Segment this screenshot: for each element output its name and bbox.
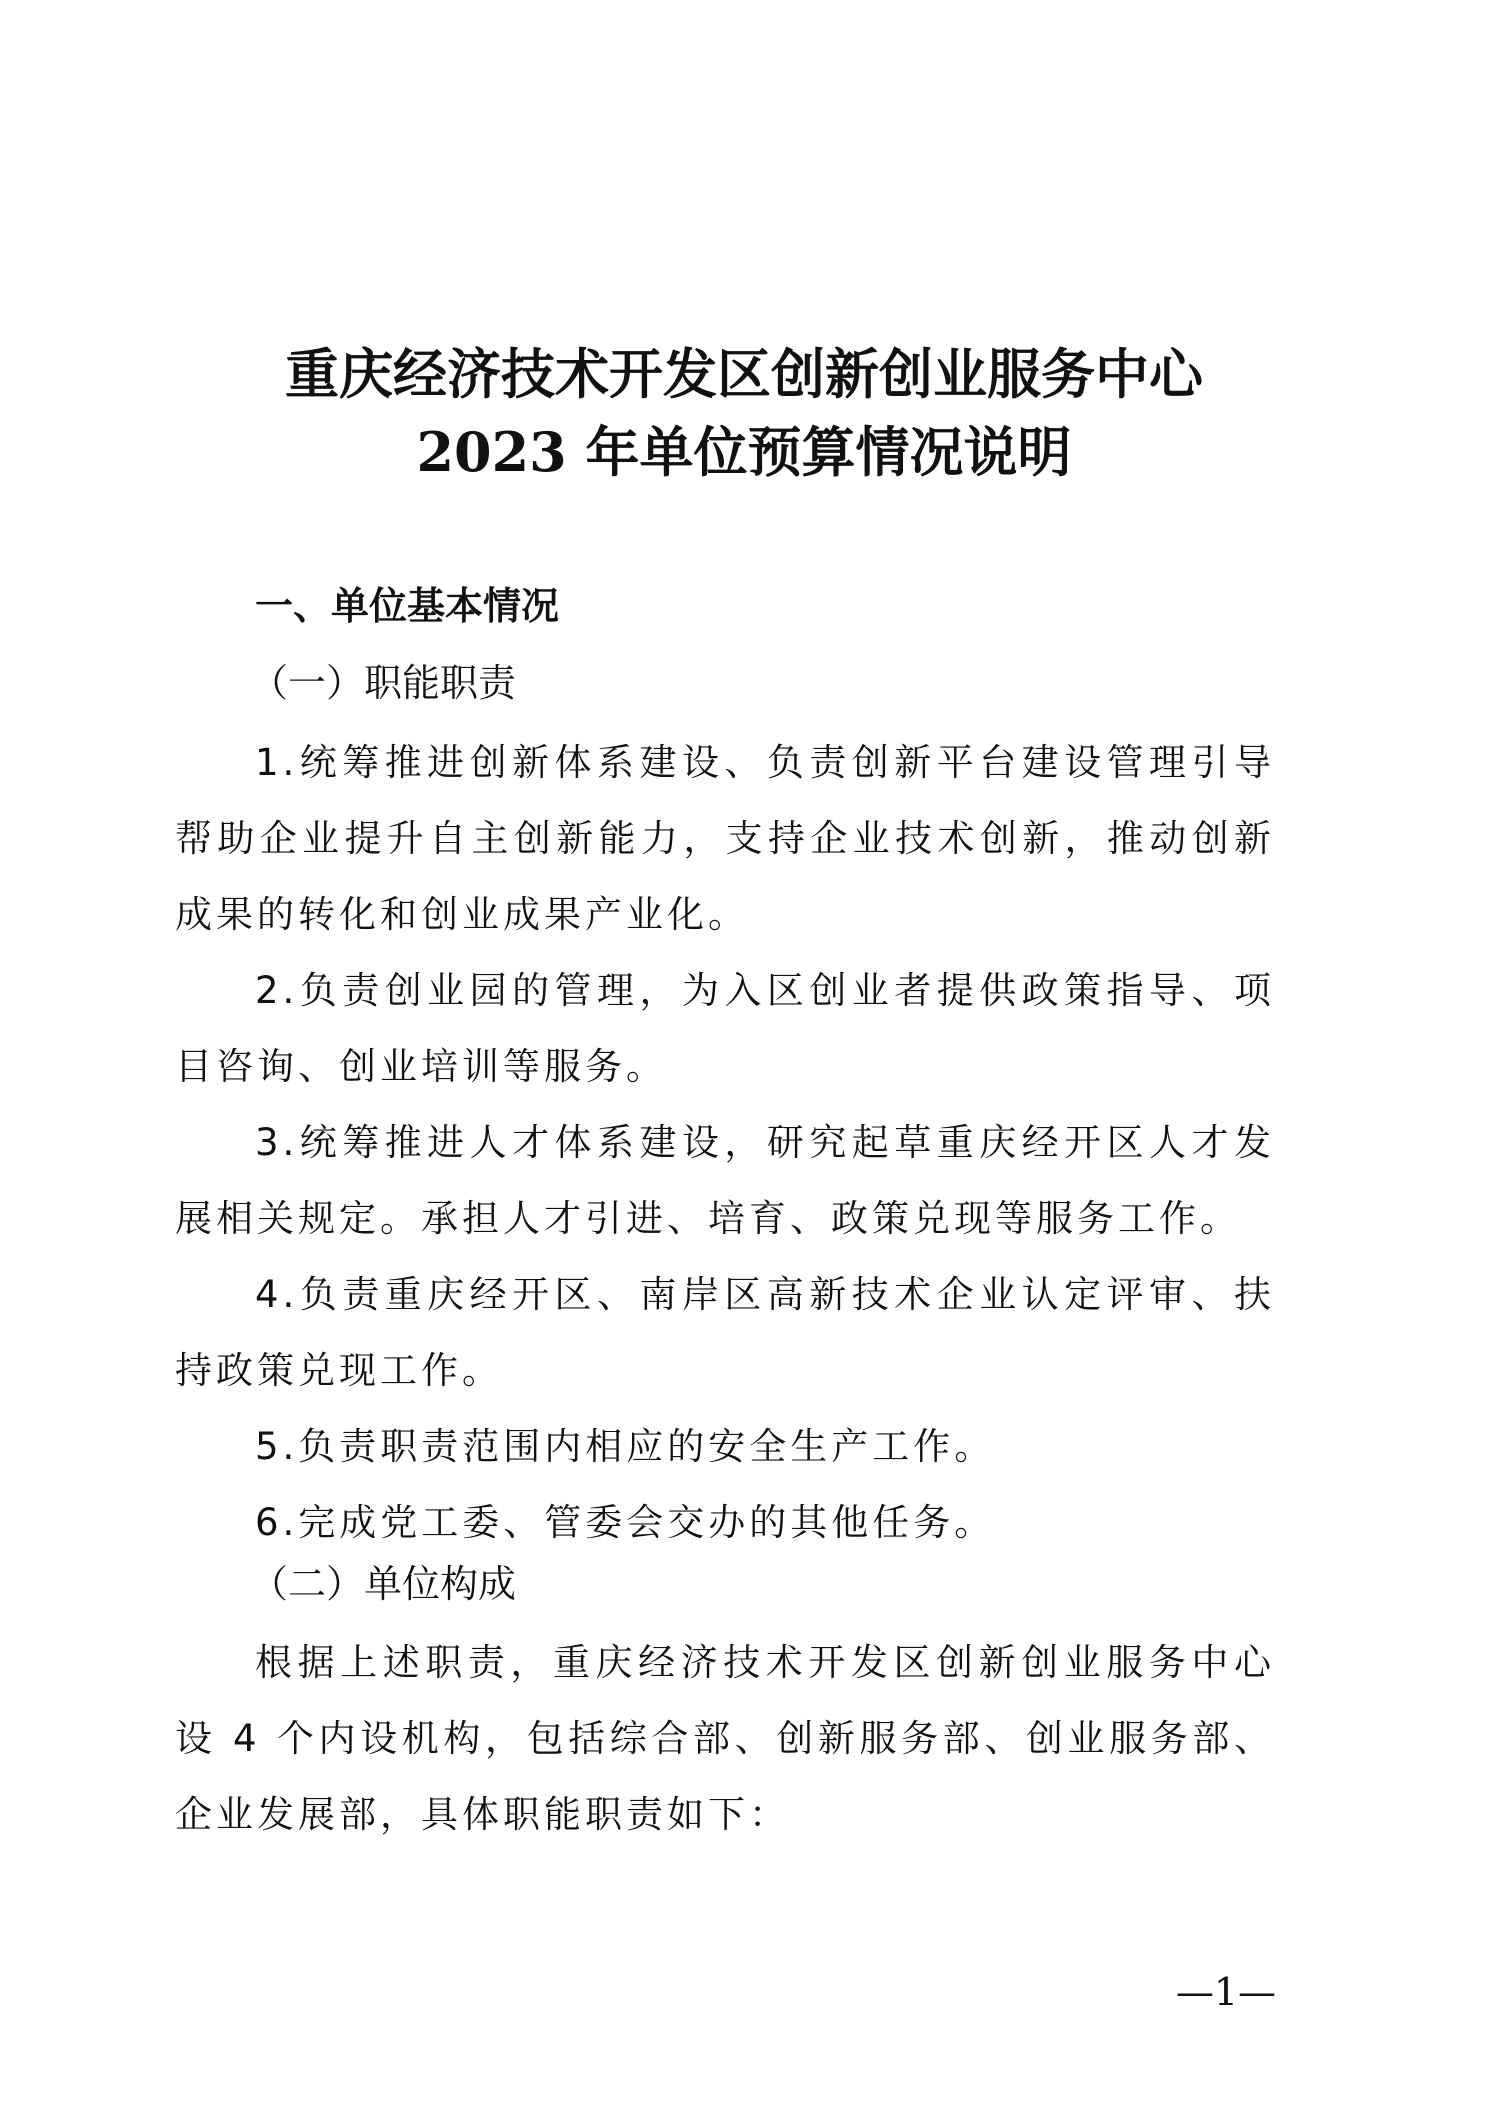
duty-paragraph-6: 6.完成党工委、管委会交办的其他任务。 [255, 1501, 996, 1544]
subsection-heading-composition: （二）单位构成 [250, 1562, 517, 1606]
page-number: —1— [1175, 1970, 1276, 2014]
document-title-line2: 2023 年单位预算情况说明 [416, 420, 1072, 484]
duty-paragraph-1: 1.统筹推进创新体系建设、负责创新平台建设管理引导帮助企业提升自主创新能力，支持企业技术创新，推动创新成果的转化和创业成果产业化。 [175, 741, 1275, 936]
duty-paragraph-3: 3.统筹推进人才体系建设，研究起草重庆经开区人才发展相关规定。承担人才引进、培育、政策兑现等服务工作。 [175, 1121, 1275, 1240]
subsection-heading-duties: （一）职能职责 [250, 661, 517, 705]
duty-paragraph-2: 2.负责创业园的管理，为入区创业者提供政策指导、项目咨询、创业培训等服务。 [175, 969, 1275, 1088]
document-title-line1: 重庆经济技术开发区创新创业服务中心 [285, 342, 1203, 406]
duty-paragraph-4: 4.负责重庆经开区、南岸区高新技术企业认定评审、扶持政策兑现工作。 [175, 1273, 1275, 1392]
composition-paragraph: 根据上述职责，重庆经济技术开发区创新创业服务中心设 4 个内设机构，包括综合部、创新服务部、创业服务部、企业发展部，具体职能职责如下： [175, 1641, 1275, 1836]
section-heading-basic-info: 一、单位基本情况 [255, 584, 560, 628]
duty-paragraph-5: 5.负责职责范围内相应的安全生产工作。 [255, 1425, 996, 1468]
